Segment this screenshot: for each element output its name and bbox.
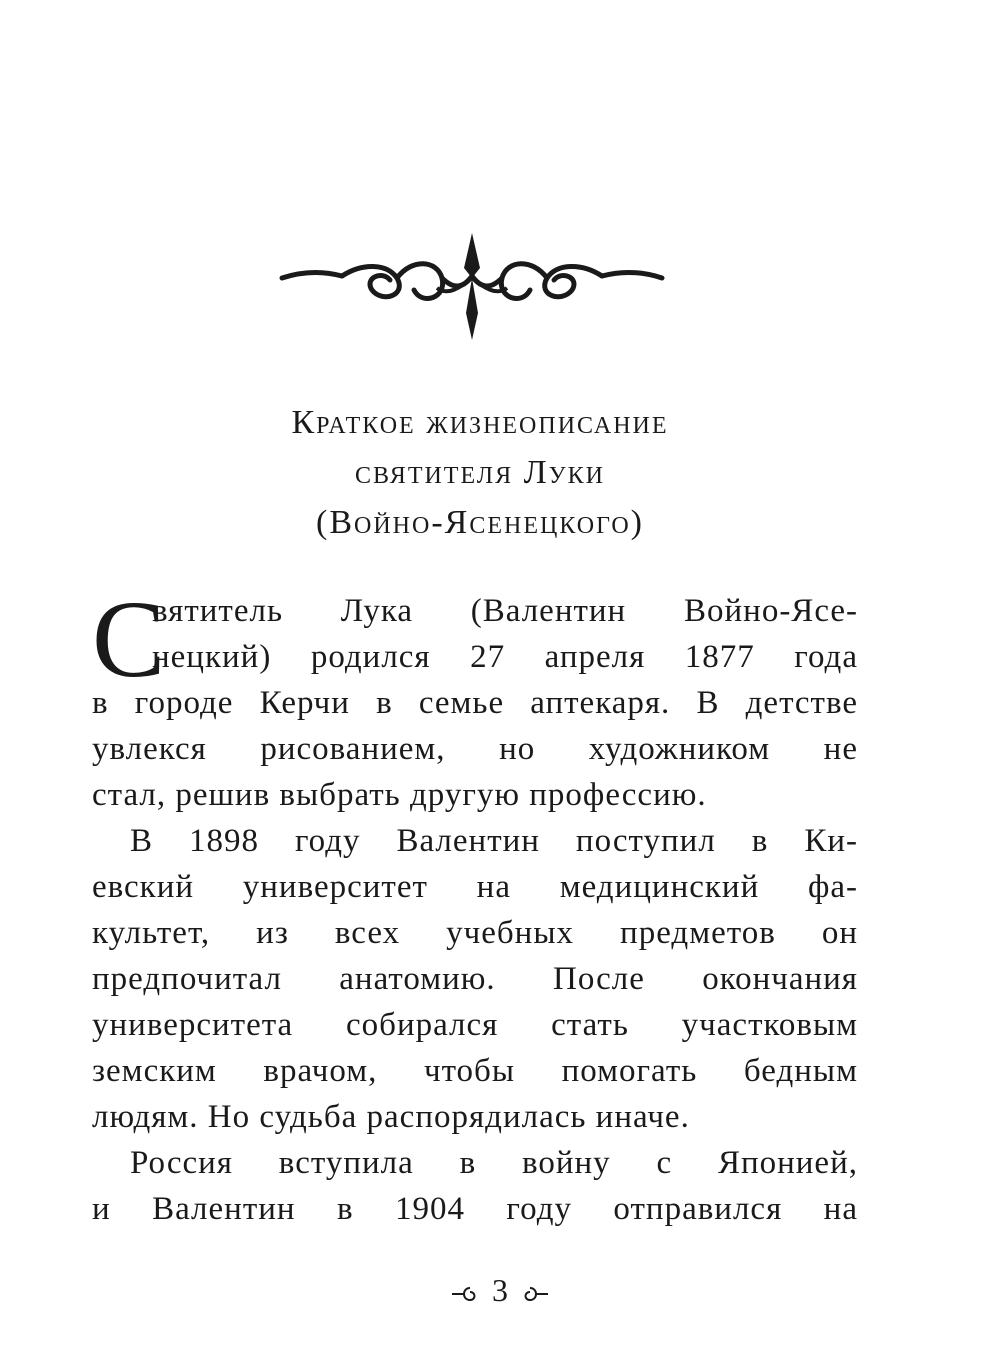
chapter-title-line-2: святителя Луки <box>354 454 605 491</box>
footer-ornament-right-icon <box>516 1284 550 1304</box>
text-line: Россия вступила в войну с Японией, <box>130 1145 858 1181</box>
text-line: нецкий) родился 27 апреля 1877 года <box>152 639 858 675</box>
text-line: университета собирался стать участковым <box>92 1007 858 1043</box>
text-line: вятитель Лука (Валентин Войно-Ясе- <box>152 593 858 629</box>
text-line: в городе Керчи в семье аптекаря. В детстве <box>92 685 858 721</box>
chapter-title <box>100 398 860 548</box>
chapter-title-line-1: Краткое жизнеописание <box>291 404 669 441</box>
footer-ornament-left-icon <box>450 1284 484 1304</box>
drop-cap: С <box>92 578 167 700</box>
chapter-title-line-3: (Войно-Ясенецкого) <box>316 504 644 541</box>
body-text <box>92 578 858 1232</box>
text-line: увлекся рисованием, но художником не <box>92 731 858 767</box>
text-line: В 1898 году Валентин поступил в Ки- <box>130 823 858 859</box>
text-line: евский университет на медицинский фа- <box>92 869 858 905</box>
page-number: 3 <box>492 1272 508 1308</box>
text-line: культет, из всех учебных предметов он <box>92 915 858 951</box>
text-line: и Валентин в 1904 году отправился на <box>92 1191 858 1227</box>
text-line: людям. Но судьба распорядилась иначе. <box>92 1099 690 1135</box>
text-line: предпочитал анатомию. После окончания <box>92 961 858 997</box>
text-line: земским врачом, чтобы помогать бедным <box>92 1053 858 1089</box>
decorative-flourish-icon <box>272 228 672 348</box>
page-footer <box>0 1270 1000 1310</box>
text-line: стал, решив выбрать другую профессию. <box>92 777 707 813</box>
